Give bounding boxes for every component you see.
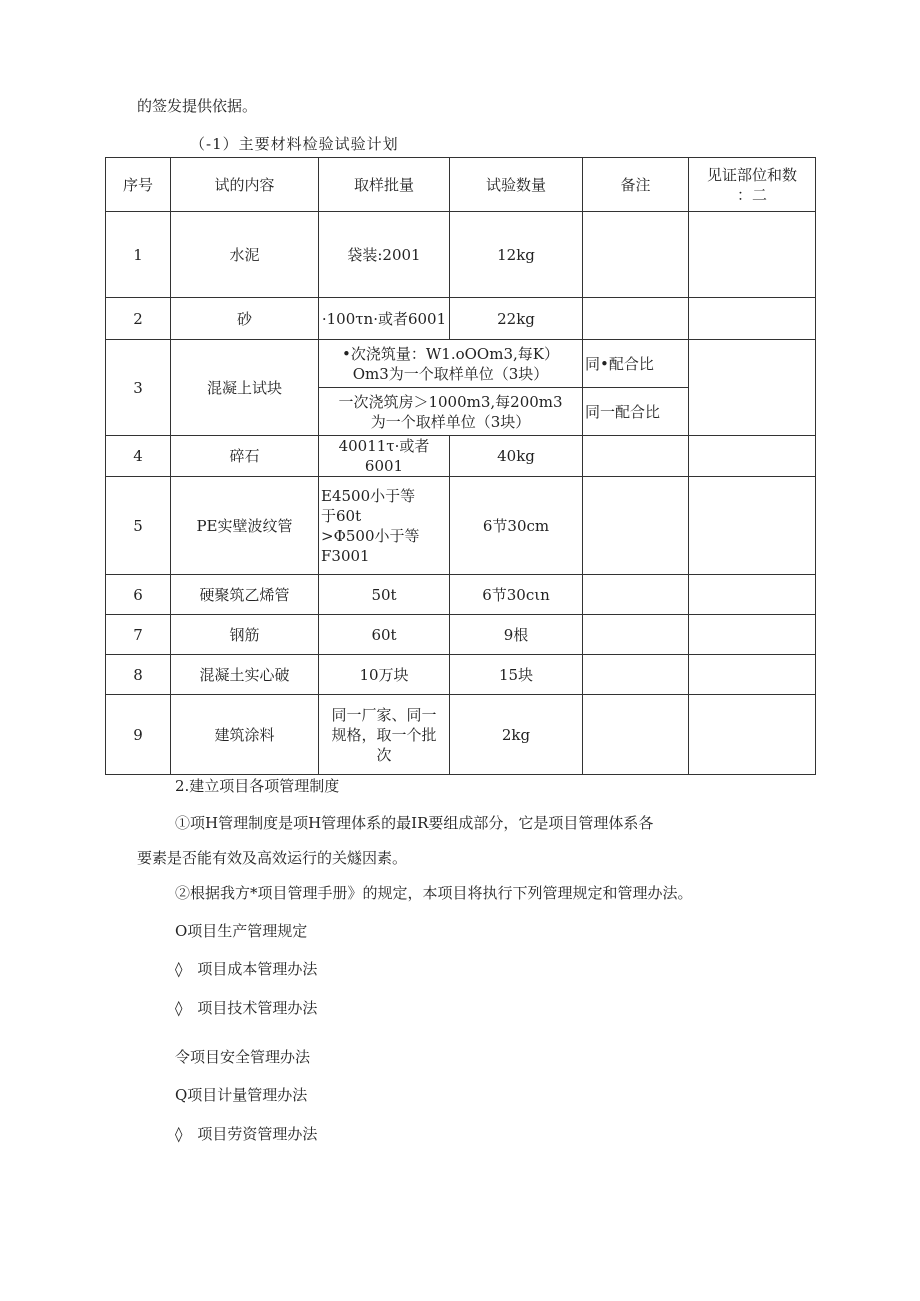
row-qty: 6节30cm xyxy=(450,477,583,575)
row-item: 建筑涂料 xyxy=(171,695,319,775)
table-row xyxy=(106,212,816,298)
row-batch: ·100τn·或者6001 xyxy=(319,298,450,340)
row-batch: 同一厂家、同一 规格，取一个批 次 xyxy=(319,695,450,775)
table-row xyxy=(106,298,816,340)
table-row xyxy=(106,695,816,775)
section-title: 2.建立项目各项管理制度 xyxy=(175,777,340,795)
list-item: Q项目计量管理办法 xyxy=(175,1086,308,1104)
row-note xyxy=(583,436,689,477)
materials-table xyxy=(105,157,816,775)
row-batch: 60t xyxy=(319,615,450,655)
row-qty: 22kg xyxy=(450,298,583,340)
row-witness xyxy=(689,655,816,695)
list-item: ◊ 项目劳资管理办法 xyxy=(175,1125,318,1143)
row-item: 砂 xyxy=(171,298,319,340)
row-qty: 9根 xyxy=(450,615,583,655)
row-note xyxy=(583,615,689,655)
row-witness xyxy=(689,575,816,615)
header-cell: 试验数量 xyxy=(450,158,583,212)
row-number: 3 xyxy=(106,340,171,436)
row-note xyxy=(583,575,689,615)
row-qty: 6节30cιn xyxy=(450,575,583,615)
row-number: 5 xyxy=(106,477,171,575)
row-item: 水泥 xyxy=(171,212,319,298)
table-row xyxy=(106,436,816,477)
paragraph-1-line-2: 要素是否能有效及高效运行的关燧因素。 xyxy=(137,849,408,867)
row-qty: 12kg xyxy=(450,212,583,298)
row-qty: 40kg xyxy=(450,436,583,477)
row-batch: 袋装:2001 xyxy=(319,212,450,298)
row-note xyxy=(583,298,689,340)
header-cell: 备注 xyxy=(583,158,689,212)
paragraph-1-line-1: ①项H管理制度是项H管理体系的最IR要组成部分，它是项目管理体系各 xyxy=(175,814,654,832)
paragraph-2: ②根据我方*项目管理手册》的规定，本项目将执行下列管理规定和管理办法。 xyxy=(175,884,693,902)
row-witness xyxy=(689,298,816,340)
list-item: ◊ 项目技术管理办法 xyxy=(175,999,318,1017)
row-note xyxy=(583,477,689,575)
table-row xyxy=(106,615,816,655)
table-header-row xyxy=(106,158,816,212)
list-item: O项目生产管理规定 xyxy=(175,922,308,940)
table-row xyxy=(106,340,816,388)
row-item: 混凝上试块 xyxy=(171,340,319,436)
row-batch: •次浇筑量：W1.oOOm3,每K） Om3为一个取样单位（3块） xyxy=(319,340,583,388)
row-item: 钢筋 xyxy=(171,615,319,655)
row-batch: 10万块 xyxy=(319,655,450,695)
header-cell: 试的内容 xyxy=(171,158,319,212)
header-cell: 取样批量 xyxy=(319,158,450,212)
row-batch: 一次浇筑房＞1000m3,每200m3 为一个取样单位（3块） xyxy=(319,388,583,436)
table-caption: （-1）主要材料检验试验计划 xyxy=(190,135,399,153)
row-item: 混凝土实心破 xyxy=(171,655,319,695)
row-witness xyxy=(689,477,816,575)
row-number: 8 xyxy=(106,655,171,695)
list-item: 令项目安全管理办法 xyxy=(175,1048,311,1066)
row-note: 同•配合比 xyxy=(583,340,689,388)
row-qty: 15块 xyxy=(450,655,583,695)
row-batch: 40011τ·或者6001 xyxy=(319,436,450,477)
row-note xyxy=(583,695,689,775)
row-note: 同一配合比 xyxy=(583,388,689,436)
row-number: 2 xyxy=(106,298,171,340)
row-batch: 50t xyxy=(319,575,450,615)
row-item: 碎石 xyxy=(171,436,319,477)
row-witness xyxy=(689,615,816,655)
row-note xyxy=(583,655,689,695)
header-cell: 见证部位和数 ：二 xyxy=(689,158,816,212)
row-qty: 2kg xyxy=(450,695,583,775)
row-number: 9 xyxy=(106,695,171,775)
row-item: PE实壁波纹管 xyxy=(171,477,319,575)
row-batch: E4500小于等 于60t >Φ500小于等 F3001 xyxy=(319,477,450,575)
row-item: 硬聚筑乙烯管 xyxy=(171,575,319,615)
intro-tail-text: 的签发提供依据。 xyxy=(137,97,258,115)
table-row xyxy=(106,477,816,575)
list-item: ◊ 项目成本管理办法 xyxy=(175,960,318,978)
row-number: 4 xyxy=(106,436,171,477)
table-row xyxy=(106,655,816,695)
row-number: 1 xyxy=(106,212,171,298)
row-number: 6 xyxy=(106,575,171,615)
table-row xyxy=(106,575,816,615)
row-witness xyxy=(689,340,816,436)
row-note xyxy=(583,212,689,298)
row-witness xyxy=(689,436,816,477)
header-cell: 序号 xyxy=(106,158,171,212)
row-witness xyxy=(689,695,816,775)
row-witness xyxy=(689,212,816,298)
row-number: 7 xyxy=(106,615,171,655)
